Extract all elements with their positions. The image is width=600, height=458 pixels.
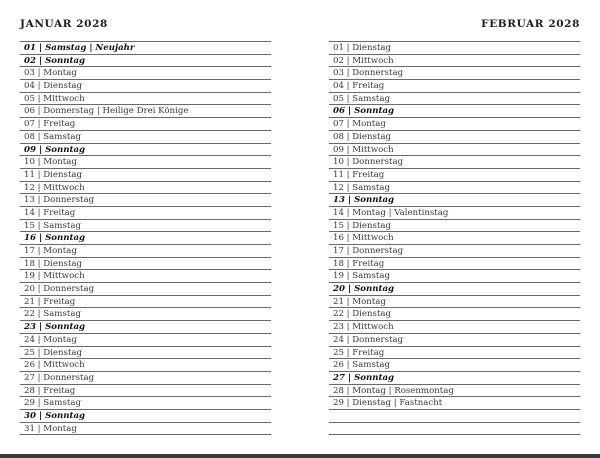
day-row-february: 04 | Freitag [329, 80, 580, 93]
day-row-february: 10 | Donnerstag [329, 156, 580, 169]
day-row-january: 03 | Montag [20, 67, 271, 80]
day-row-february: 26 | Samstag [329, 359, 580, 372]
day-row-february: 21 | Montag [329, 296, 580, 309]
day-row-february: 16 | Mittwoch [329, 232, 580, 245]
day-row-january: 17 | Montag [20, 245, 271, 258]
day-row-january: 21 | Freitag [20, 296, 271, 309]
day-row-february: 23 | Mittwoch [329, 321, 580, 334]
day-row-january: 29 | Samstag [20, 397, 271, 410]
day-row-january: 31 | Montag [20, 423, 271, 436]
month-title-january: JANUAR 2028 [20, 18, 108, 30]
day-row-february: 02 | Mittwoch [329, 55, 580, 68]
day-row-february: 18 | Freitag [329, 258, 580, 271]
february-day-list [329, 41, 580, 435]
day-row-january: 06 | Donnerstag | Heilige Drei Könige [20, 105, 271, 118]
day-row-january: 30 | Sonntag [20, 410, 271, 423]
day-row-january: 24 | Montag [20, 334, 271, 347]
day-row-february: 07 | Montag [329, 118, 580, 131]
day-row-january: 18 | Dienstag [20, 258, 271, 271]
day-row-january: 02 | Sonntag [20, 55, 271, 68]
day-row-january: 25 | Dienstag [20, 347, 271, 360]
day-row-january: 15 | Samstag [20, 220, 271, 233]
day-row-january: 01 | Samstag | Neujahr [20, 42, 271, 55]
day-row-february: 25 | Freitag [329, 347, 580, 360]
day-row-february: 24 | Donnerstag [329, 334, 580, 347]
day-row-february: 28 | Montag | Rosenmontag [329, 385, 580, 398]
day-row-january: 14 | Freitag [20, 207, 271, 220]
day-row-january: 28 | Freitag [20, 385, 271, 398]
day-row-january: 12 | Mittwoch [20, 182, 271, 195]
month-title-february: FEBRUAR 2028 [481, 18, 580, 30]
day-row-january: 13 | Donnerstag [20, 194, 271, 207]
day-row-january: 05 | Mittwoch [20, 93, 271, 106]
day-row-january: 26 | Mittwoch [20, 359, 271, 372]
january-day-list [20, 41, 271, 435]
page-bottom-edge [0, 454, 600, 458]
day-row-january: 22 | Samstag [20, 308, 271, 321]
day-row-february: 17 | Donnerstag [329, 245, 580, 258]
day-row-february: 08 | Dienstag [329, 131, 580, 144]
day-row-january: 27 | Donnerstag [20, 372, 271, 385]
day-row-january: 11 | Dienstag [20, 169, 271, 182]
day-row-february: 09 | Mittwoch [329, 144, 580, 157]
day-row-february: 15 | Dienstag [329, 220, 580, 233]
day-row-february: 01 | Dienstag [329, 42, 580, 55]
empty-day-row [329, 410, 580, 423]
day-row-january: 20 | Donnerstag [20, 283, 271, 296]
day-row-february: 29 | Dienstag | Fastnacht [329, 397, 580, 410]
day-row-february: 20 | Sonntag [329, 283, 580, 296]
day-row-january: 19 | Mittwoch [20, 270, 271, 283]
day-row-february: 27 | Sonntag [329, 372, 580, 385]
day-row-january: 16 | Sonntag [20, 232, 271, 245]
day-row-february: 12 | Samstag [329, 182, 580, 195]
day-row-february: 06 | Sonntag [329, 105, 580, 118]
day-row-february: 14 | Montag | Valentinstag [329, 207, 580, 220]
day-row-january: 08 | Samstag [20, 131, 271, 144]
day-row-january: 04 | Dienstag [20, 80, 271, 93]
day-row-february: 11 | Freitag [329, 169, 580, 182]
day-row-february: 05 | Samstag [329, 93, 580, 106]
day-row-january: 09 | Sonntag [20, 144, 271, 157]
day-row-february: 22 | Dienstag [329, 308, 580, 321]
day-row-january: 07 | Freitag [20, 118, 271, 131]
empty-day-row [329, 423, 580, 436]
day-row-january: 23 | Sonntag [20, 321, 271, 334]
day-row-january: 10 | Montag [20, 156, 271, 169]
day-row-february: 03 | Donnerstag [329, 67, 580, 80]
day-row-february: 19 | Samstag [329, 270, 580, 283]
day-row-february: 13 | Sonntag [329, 194, 580, 207]
